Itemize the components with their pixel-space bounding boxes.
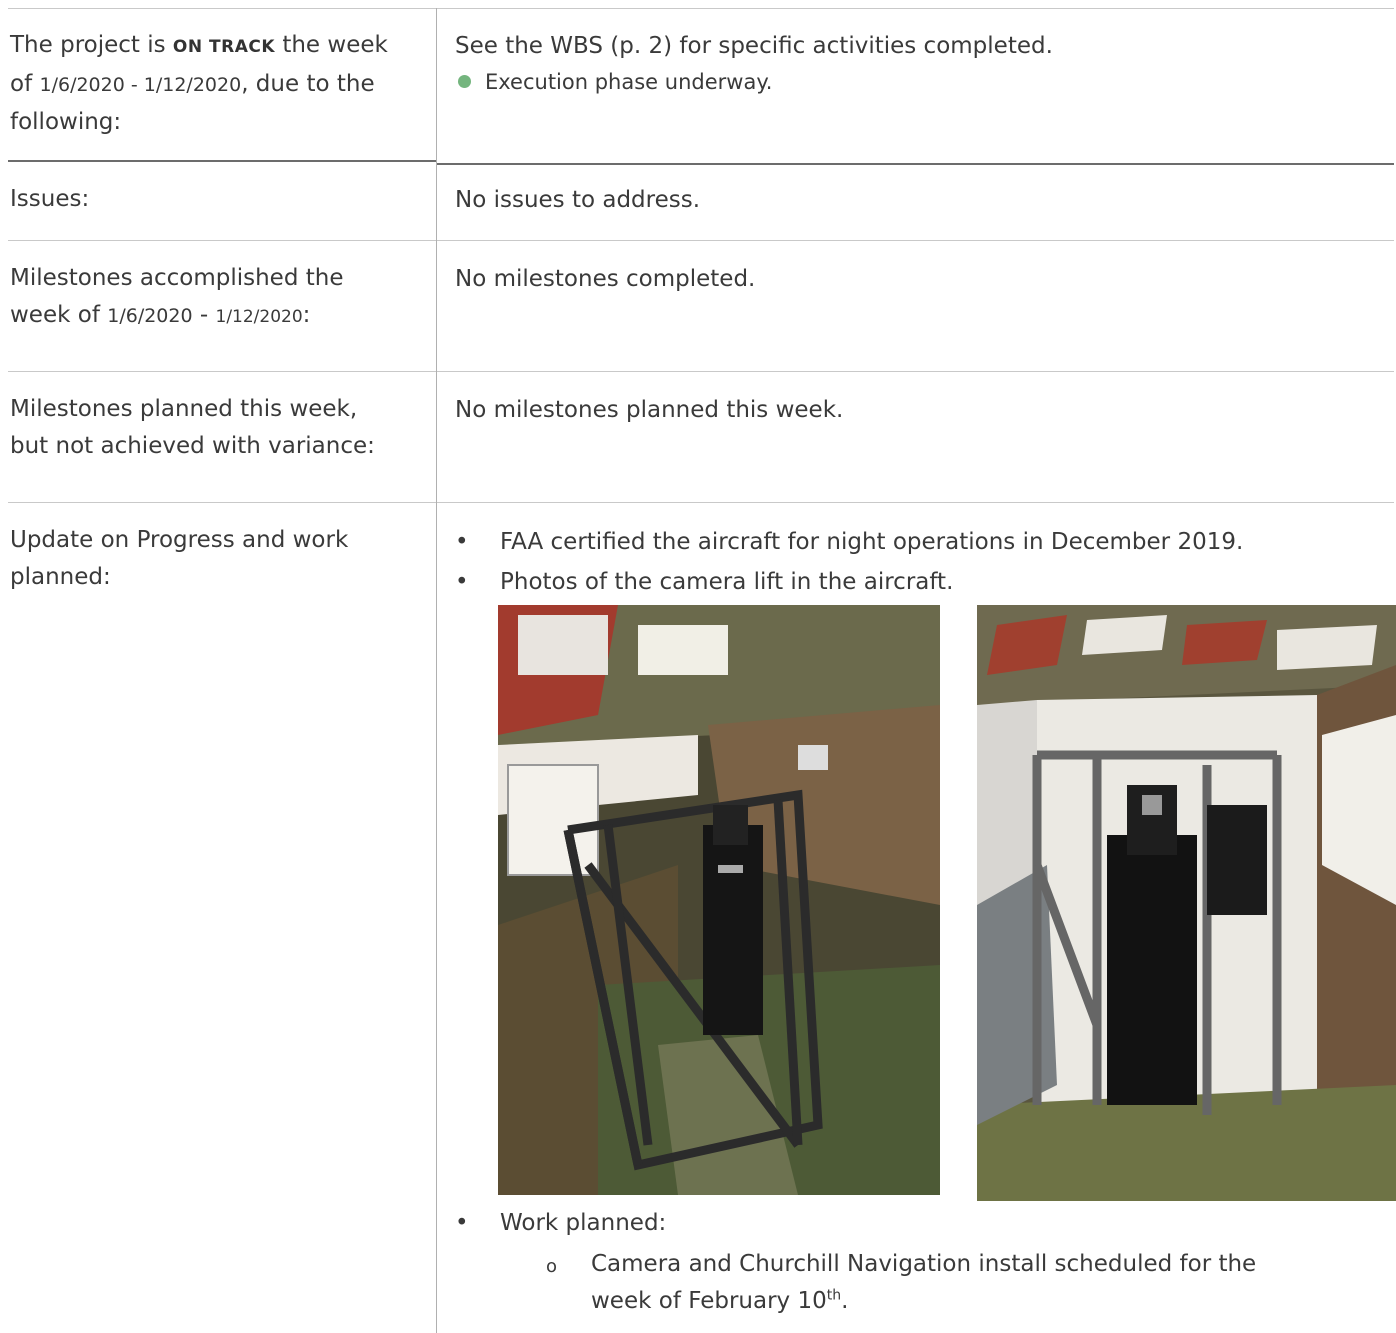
label-colon: :: [302, 302, 311, 328]
row-divider: [8, 371, 1394, 372]
milestones-accomplished-content: No milestones completed.: [455, 266, 756, 292]
milestones-accomplished-label-text: Milestones accomplished the: [10, 265, 344, 291]
week-end-date: 1/12/2020: [215, 307, 303, 327]
milestones-accomplished-label: [10, 260, 425, 336]
row-divider: [8, 240, 1394, 241]
status-value: ON TRACK: [172, 37, 276, 57]
row-divider: [437, 163, 1394, 165]
work-planned-item-text: week of February 10: [591, 1288, 827, 1314]
progress-bullet-photos: Photos of the camera lift in the aircraft.: [500, 569, 954, 595]
bullet-icon: •: [455, 569, 469, 595]
status-dates: 1/6/2020 - 1/12/2020: [39, 74, 242, 96]
status-label-text: of: [10, 71, 40, 97]
issues-label: Issues:: [10, 186, 90, 212]
week-start-date: 1/6/2020: [107, 305, 193, 327]
work-planned-item-text: Camera and Churchill Navigation install scheduled for the: [591, 1251, 1257, 1277]
bullet-icon: •: [455, 529, 469, 555]
green-status-dot-icon: [458, 75, 471, 88]
progress-bullet-faa: FAA certified the aircraft for night operations in December 2019.: [500, 529, 1244, 555]
progress-label: [10, 522, 425, 596]
phase-indicator: [458, 65, 1385, 99]
milestones-planned-label-text: but not achieved with variance:: [10, 433, 375, 459]
progress-bullet-work-planned: Work planned:: [500, 1210, 667, 1236]
status-label-text: The project is: [10, 32, 173, 58]
wbs-reference: See the WBS (p. 2) for specific activities completed.: [455, 33, 1053, 59]
progress-label-text: Update on Progress and work: [10, 527, 349, 553]
date-separator: -: [192, 302, 216, 328]
table-top-border: [8, 8, 1394, 9]
camera-lift-photo-right-image: [977, 605, 1396, 1201]
column-divider: [436, 8, 437, 1333]
status-label-text: the week: [275, 32, 388, 58]
status-label: [10, 27, 425, 141]
work-planned-item-text: .: [841, 1288, 849, 1314]
phase-indicator-text: Execution phase underway.: [485, 70, 773, 94]
bullet-icon: •: [455, 1210, 469, 1236]
row-divider: [8, 160, 436, 162]
camera-lift-photo-right: [977, 605, 1396, 1201]
progress-label-text: planned:: [10, 564, 111, 590]
milestones-planned-label: [10, 391, 425, 465]
row-divider: [8, 502, 1394, 503]
milestones-planned-label-text: Milestones planned this week,: [10, 396, 358, 422]
status-label-text: following:: [10, 109, 122, 135]
milestones-accomplished-label-text: week of: [10, 302, 108, 328]
sub-bullet-icon: o: [546, 1256, 558, 1277]
work-planned-item: [591, 1246, 1351, 1320]
camera-lift-photo-left: [498, 605, 940, 1195]
camera-lift-photo-left-image: [498, 605, 940, 1195]
ordinal-suffix: th: [826, 1287, 842, 1304]
status-content: [455, 28, 1385, 99]
status-label-text: , due to the: [241, 71, 375, 97]
milestones-planned-content: No milestones planned this week.: [455, 397, 844, 423]
issues-content: No issues to address.: [455, 187, 701, 213]
